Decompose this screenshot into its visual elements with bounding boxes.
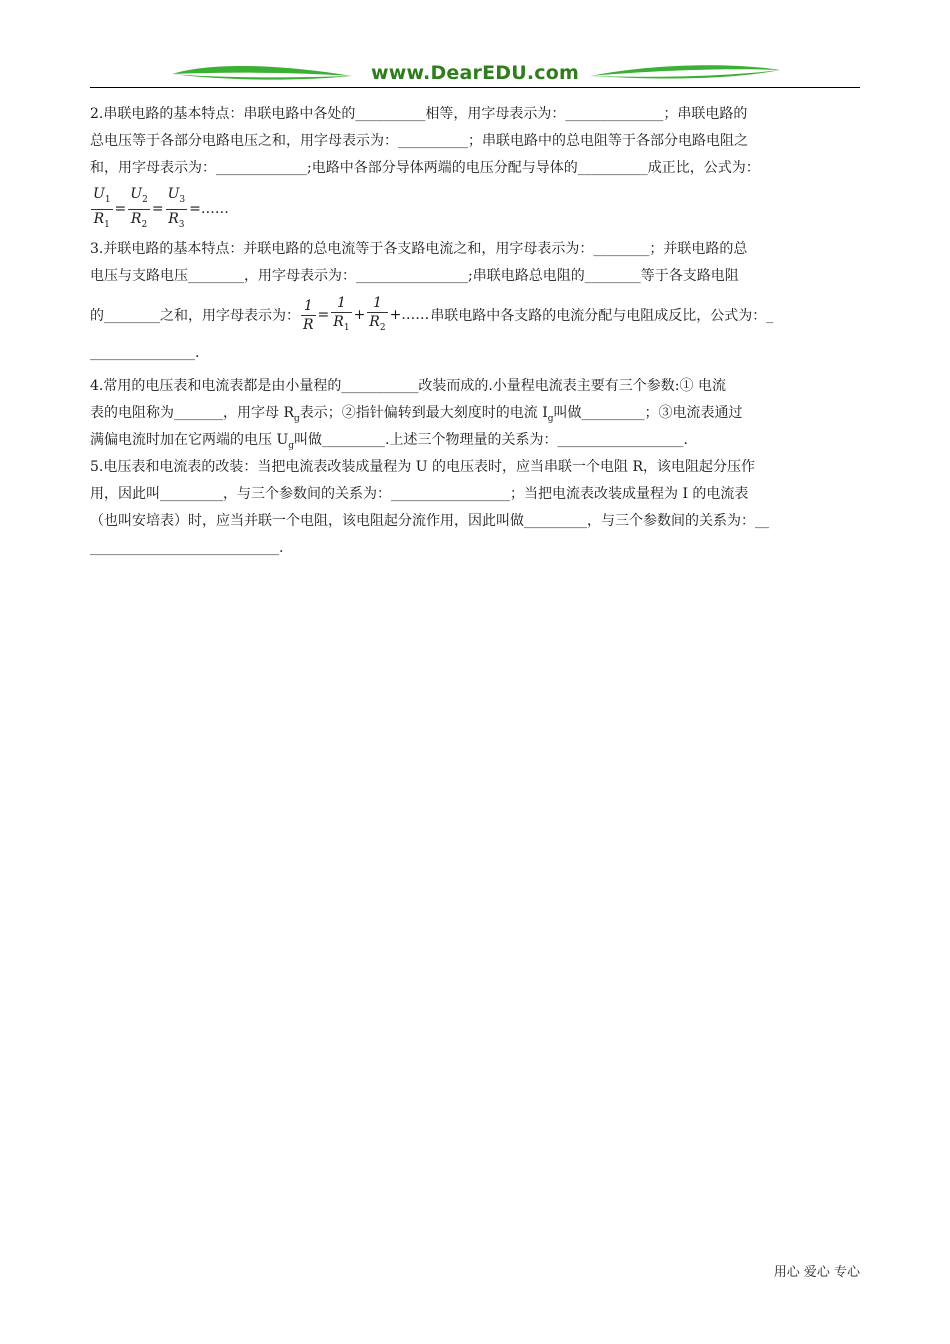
document-body (90, 101, 860, 562)
fraction-1-r: $\frac{1}{R}$ (303, 297, 314, 333)
item5-line1: 5.电压表和电流表的改装：当把电流表改装成量程为 U 的电压表时，应当串联一个电阻 R，该电阻起分压作 (90, 459, 756, 475)
item5-line3: （也叫安培表）时，应当并联一个电阻，该电阻起分流作用，因此叫做_________，与三个参数间的关系为：__ (90, 513, 769, 529)
item4-line3: 满偏电流时加在它两端的电压 $U_g$叫做_________.上述三个物理量的关系为：__________________. (90, 432, 688, 451)
item4-line1: 4.常用的电压表和电流表都是由小量程的___________改装而成的.小量程电流表主要有三个参数:① 电流 (90, 378, 726, 394)
item2-line3: 和，用字母表示为：_____________;电路中各部分导体两端的电压分配与导体的__________成正比，公式为： (90, 160, 760, 176)
fraction-u3-r3: $\frac{U_3}{R_3}$ (167, 185, 186, 230)
item3-line2: 电压与支路电压________，用字母表示为：________________;串联电路总电阻的________等于各支路电阻 (90, 268, 739, 284)
item4-line2: 表的电阻称为_______，用字母 $R_g$表示；②指针偏转到最大刻度时的电流 $I_g$叫做_________；③电流表通过 (90, 405, 743, 424)
item5-line4: ___________________________. (90, 540, 284, 556)
fraction-1-r2: $\frac{1}{R_2}$ (369, 294, 386, 333)
voltage-divider-formula: $\frac{U_1}{R_1}$ = $\frac{U_2}{R_2}$ = $\frac{U_3}{R_3}$ =…… (90, 182, 860, 236)
page-footer: 用心 爱心 专心 (773, 1265, 860, 1280)
item3-line4: _______________. (90, 345, 200, 361)
item3-line1: 3.并联电路的基本特点：并联电路的总电流等于各支路电流之和，用字母表示为：________；并联电路的总 (90, 241, 748, 257)
fraction-u1-r1: $\frac{U_1}{R_1}$ (93, 185, 111, 230)
fraction-1-r1: $\frac{1}{R_1}$ (333, 294, 350, 333)
item5-line2: 用，因此叫_________，与三个参数间的关系为：_________________；当把电流表改装成量程为 I 的电流表 (90, 486, 749, 502)
header-rule (90, 87, 860, 88)
item2-line2: 总电压等于各部分电路电压之和，用字母表示为：__________；串联电路中的总电阻等于各部分电路电阻之 (90, 133, 748, 149)
item3-line3: 的________之和，用字母表示为： $\frac{1}{R}$ = $\frac{1}{R_1}$ + $\frac{1}{R_2}$ +…… 串联电路中各支路的电流分配与电阻成反比，公式为：_ (90, 290, 860, 340)
site-header (90, 58, 860, 90)
fraction-u2-r2: $\frac{U_2}{R_2}$ (130, 185, 148, 230)
item2-line1: 2.串联电路的基本特点：串联电路中各处的__________相等，用字母表示为：______________；串联电路的 (90, 106, 748, 122)
site-logo-text: www.DearEDU.com (370, 62, 580, 84)
